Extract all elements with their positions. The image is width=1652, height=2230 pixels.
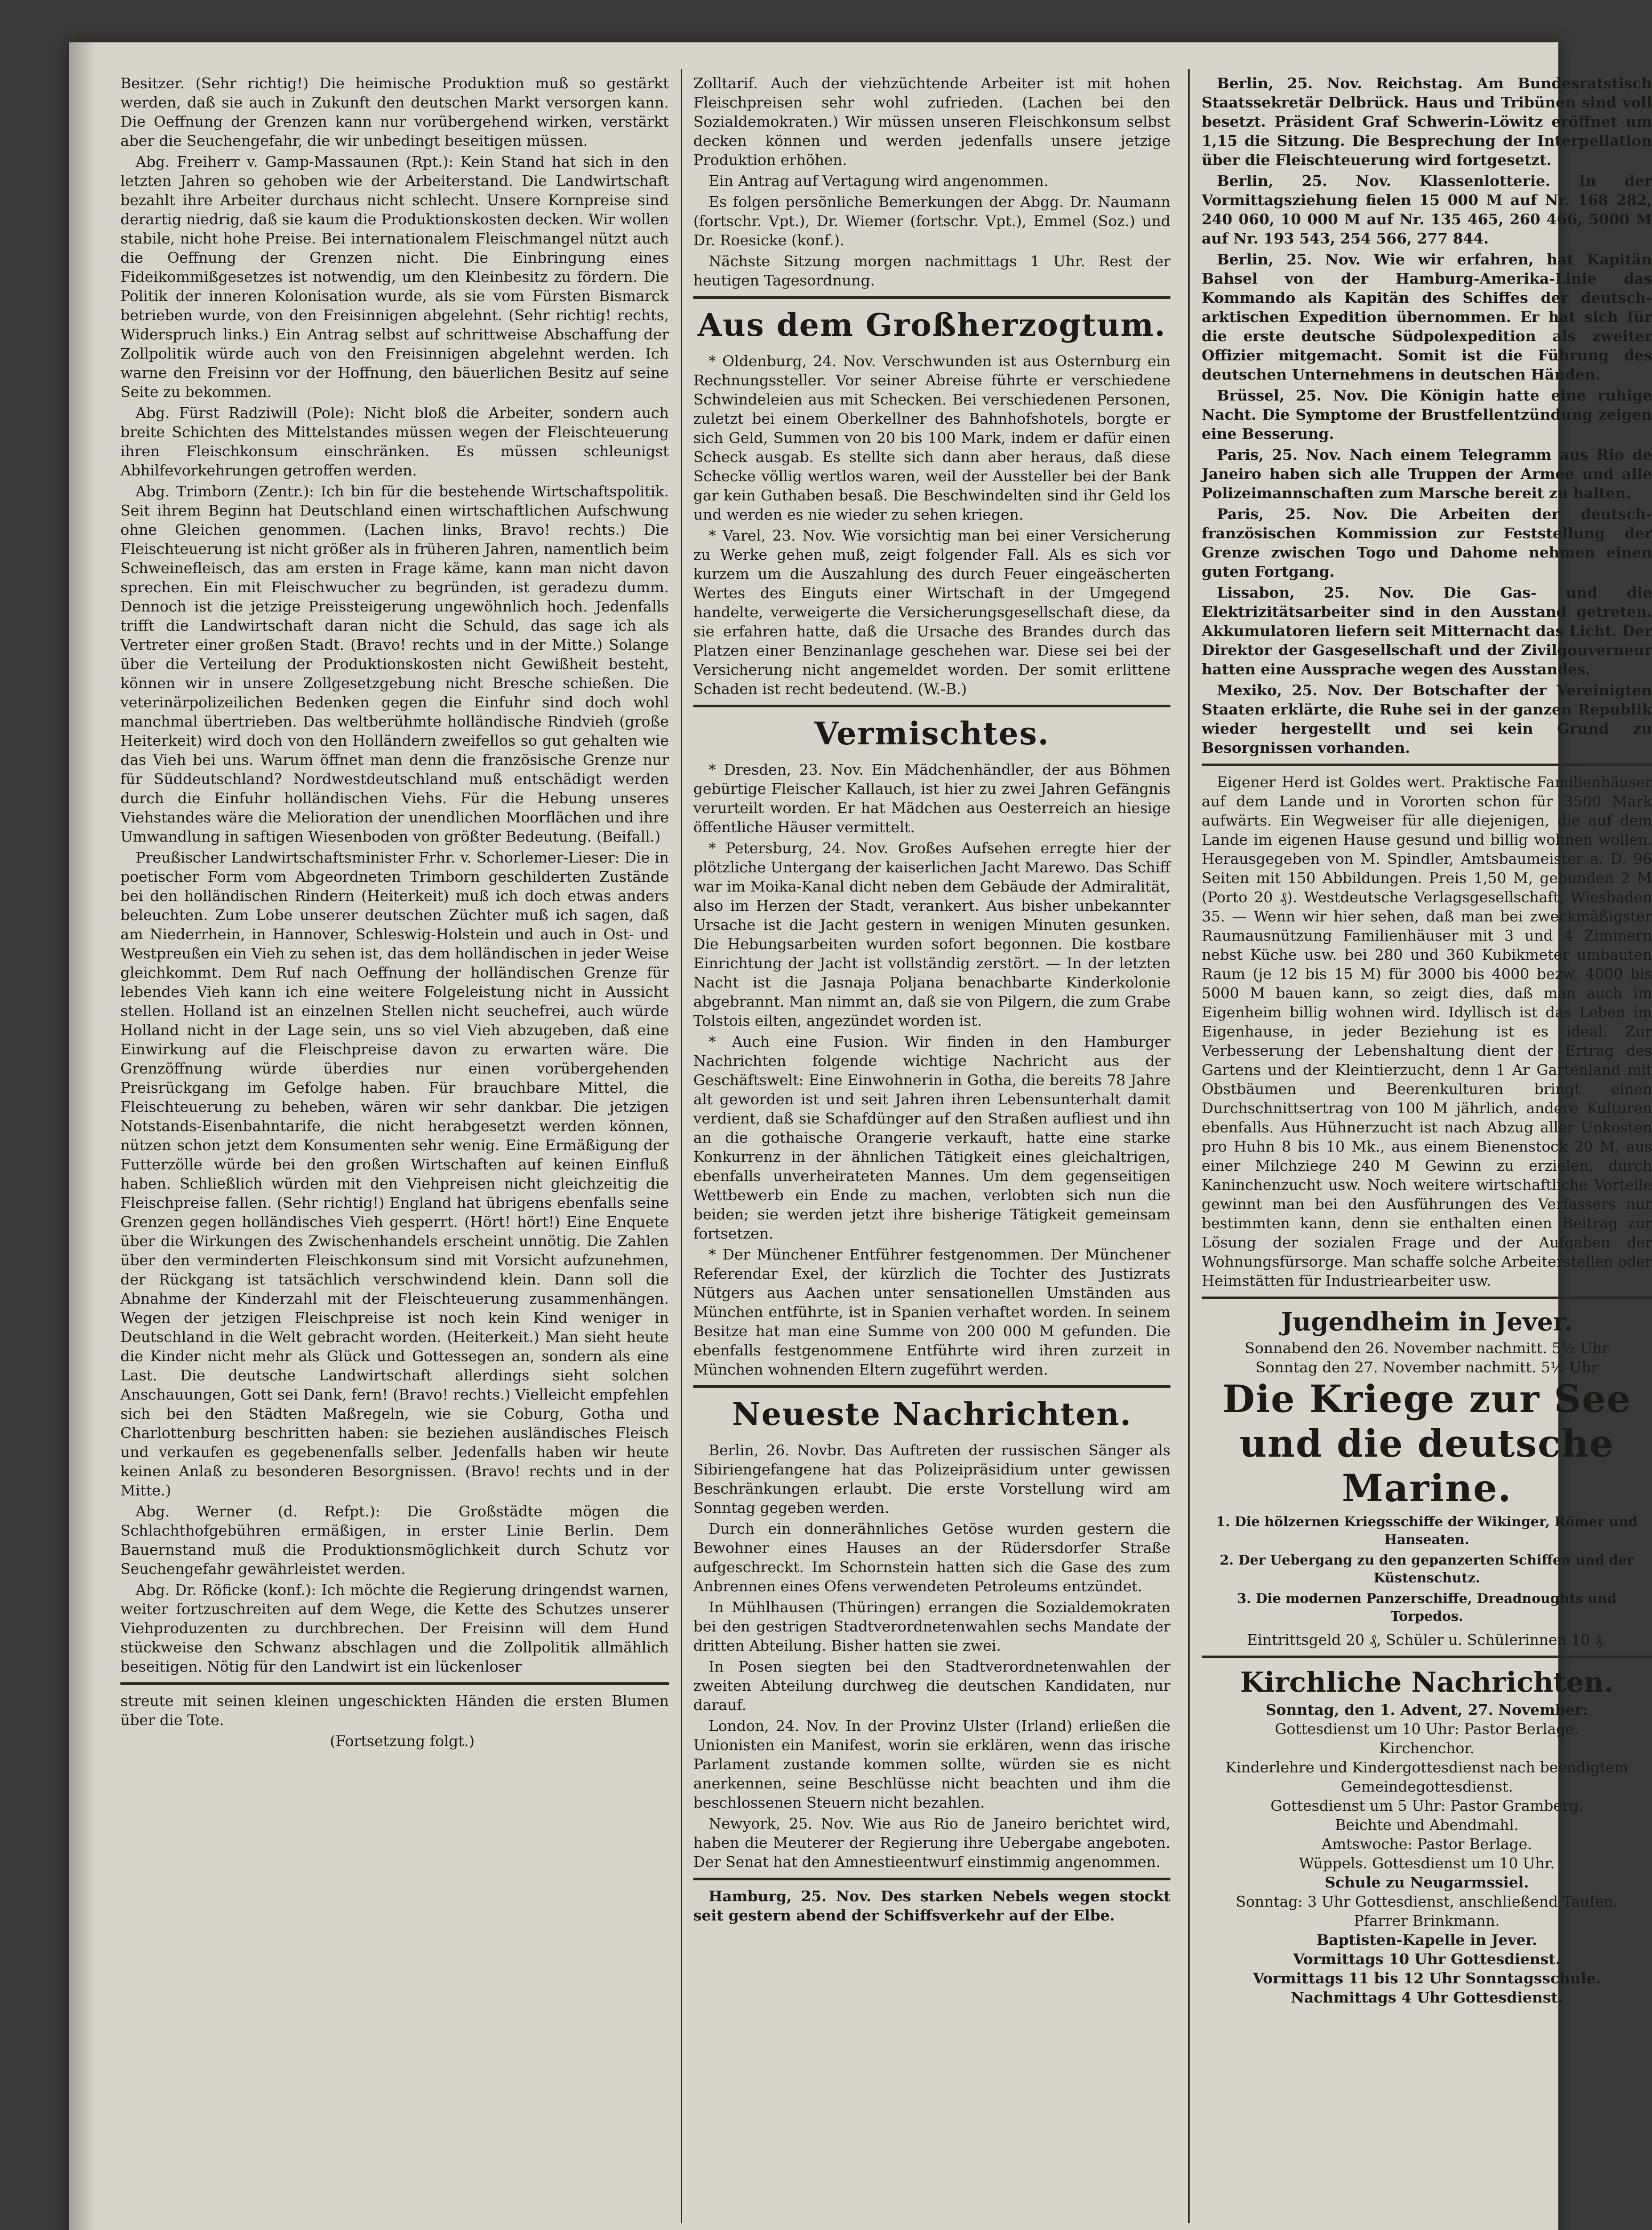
church-line: Beichte und Abendmahl. xyxy=(1335,1816,1519,1834)
telegram-item: Mexiko, 25. Nov. Der Botschafter der Vereinigten Staaten erklärte, die Ruhe sei in der ganzen Republik wieder hergestellt und sei kein Grund zu Besorgnissen vorhanden. xyxy=(1202,681,1652,756)
article-paragraph: Besitzer. (Sehr richtig!) Die heimische Produktion muß so gestärkt werden, daß sie auch in Zukunft den deutschen Markt versorgen kann. Die Oeffnung der Grenzen kann nur vorübergehend wirken, verstärkt aber die Seuchengefahr, die wir unbedingt beseitigen müssen. xyxy=(120,74,669,149)
news-item-final: Hamburg, 25. Nov. Des starken Nebels wegen stockt seit gestern abend der Schiffsverkehr auf der Elbe. xyxy=(693,1887,1170,1924)
event-advertisement xyxy=(1202,1305,1652,1649)
news-item: Durch ein donnerähnliches Getöse wurden gestern die Bewohner eines Hauses an der Rüdersdorfer Straße aufgeschreckt. Im Schornstein hatten sich die Gase des zum Anbrennen eines Ofens verwendeten Petroleums entzündet. xyxy=(693,1520,1170,1595)
church-line: Vormittags 11 bis 12 Uhr Sonntagsschule. xyxy=(1252,1970,1601,1987)
church-news-title: Kirchliche Nachrichten. xyxy=(1240,1666,1614,1698)
column-2 xyxy=(693,74,1170,1927)
church-line: Gottesdienst um 10 Uhr: Pastor Berlage. xyxy=(1275,1720,1579,1738)
section-title: Aus dem Großherzogtum. xyxy=(697,306,1166,343)
telegram-item: Paris, 25. Nov. Die Arbeiten der deutsch-französischen Kommission zur Feststellung der Grenze zwischen Togo und Dahome nehmen einen guten Fortgang. xyxy=(1202,505,1652,580)
feuilleton-divider xyxy=(120,1682,669,1685)
news-item: In Mühlhausen (Thüringen) errangen die Sozialdemokraten bei den gestrigen Stadtverordnetenwahlen sechs Mandate der dritten Abteilung. Bisher hatten sie zwei. xyxy=(693,1598,1170,1654)
news-item: * Varel, 23. Nov. Wie vorsichtig man bei einer Versicherung zu Werke gehen muß, zeigt folgender Fall. Als es sich vor kurzem um die Auszahlung des durch Feuer eingeäscherten Wertes des Einguts einer Wirtschaft in der Umgegend handelte, verweigerte die Versicherungsgesellschaft diese, da sie erfahren hatte, daß die Ursache des Brandes durch das Platzen einer Benzinanlage geschehen war. Diese sei bei der Versicherung nicht angemeldet worden. Der somit erlittene Schaden ist recht bedeutend. (W.-B.) xyxy=(693,527,1170,698)
event-admission: Eintrittsgeld 20 ₰, Schüler u. Schülerinnen 10 ₰. xyxy=(1247,1631,1607,1648)
article-paragraph: Abg. Freiherr v. Gamp-Massaunen (Rpt.): Kein Stand hat sich in den letzten Jahren so gehoben wie der Arbeiterstand. Die Landwirtschaft bezahlt ihre Arbeiter durchaus nicht schlecht. Unsere Kornpreise sind derartig niedrig, daß sie kaum die Produktionskosten decken. Wir wollen stabile, nicht hohe Preise. Bei internationalem Fleischmangel nützt auch die Oeffnung der Grenzen nicht. Die Einbringung eines Fideikommißgesetzes ist notwendig, um den Kleinbesitz zu fördern. Die Politik der inneren Kolonisation wurde, als sie vom Fürsten Bismarck betrieben wurde, von den Freisinnigen abgelehnt. (Sehr richtig! rechts, Widerspruch links.) Ein Antrag selbst auf schrittweise Abschaffung der Zollpolitik würde auch von den Freisinnigen abgelehnt werden. Ich warne den Freisinn vor der Hoffnung, den bäuerlichen Besitz auf seine Seite zu bekommen. xyxy=(120,153,669,401)
article-paragraph: Nächste Sitzung morgen nachmittags 1 Uhr. Rest der heutigen Tagesordnung. xyxy=(693,252,1170,289)
event-date-line: Sonntag den 27. November nachmitt. 5½ Uhr xyxy=(1255,1359,1598,1376)
church-line: Sonntag, den 1. Advent, 27. November: xyxy=(1265,1701,1588,1718)
column-divider xyxy=(1188,69,1190,2223)
church-line: Gottesdienst um 5 Uhr: Pastor Gramberg. xyxy=(1270,1797,1583,1814)
article-paragraph: Abg. Fürst Radziwill (Pole): Nicht bloß die Arbeiter, sondern auch breite Schichten des Mittelstandes müssen wegen der Fleischteuerung ihren Fleischkonsum einschränken. Es müssen schleunigst Abhilfevorkehrungen getroffen werden. xyxy=(120,404,669,479)
event-headline: und die deutsche Marine. xyxy=(1239,1421,1615,1510)
feuilleton-text: streute mit seinen kleinen ungeschickten Händen die ersten Blumen über die Tote. xyxy=(120,1692,669,1729)
telegram-item: Lissabon, 25. Nov. Die Gas- und die Elektrizitätsarbeiter sind in den Ausstand getreten. Akkumulatoren liefern seit Mitternacht das Licht. Der Direktor der Gasgesellschaft und der Zivilgouverneur hatten eine Aussprache wegen des Ausstandes. xyxy=(1202,584,1652,678)
section-divider xyxy=(693,296,1170,299)
section-title: Vermischtes. xyxy=(814,715,1050,752)
continued-note: (Fortsetzung folgt.) xyxy=(330,1732,475,1750)
section-divider xyxy=(1202,1656,1652,1658)
church-line: Kirchenchor. xyxy=(1379,1739,1475,1757)
news-item: London, 24. Nov. In der Provinz Ulster (Irland) erließen die Unionisten ein Manifest, worin sie erklären, wenn das irische Parlament zustande kommen sollte, würden sie es nicht anerkennen, seine Beschlüsse nicht beachten und ihm die beschlossenen Steuern nicht bezahlen. xyxy=(693,1717,1170,1811)
telegram-item: Berlin, 25. Nov. Klassenlotterie. In der Vormittagsziehung fielen 15 000 M auf Nr. 168 282, 240 060, 10 000 M auf Nr. 135 465, 260 466, 5000 M auf Nr. 193 543, 254 566, 277 844. xyxy=(1202,172,1652,247)
article-paragraph: Preußischer Landwirtschaftsminister Frhr. v. Schorlemer-Lieser: Die in poetischer Form vom Abgeordneten Trimborn geschilderten Zustände bei den holländischen Rindern (Heiterkeit) muß ich doch etwas anders beleuchten. Zum Lobe unserer deutschen Züchter muß ich sagen, daß am Niederrhein, in Hannover, Schleswig-Holstein und auch in Ost- und Westpreußen ein Vieh zu sehen ist, das dem holländischen in jeder Weise gleichkommt. Dem Ruf nach Oeffnung der holländischen Grenze für lebendes Vieh kann ich eine weitere Folgeleistung nicht in Aussicht stellen. Holland ist an einzelnen Stellen nicht seuchefrei, auch würde Holland nicht in der Lage sein, uns so viel Vieh abzugeben, daß eine Einwirkung auf die Fleischpreise davon zu erwarten wäre. Die Grenzöffnung würde überdies nur einen vorübergehenden Preisrückgang im Gefolge haben. Für brauchbare Mittel, die Fleischteuerung zu beheben, wären wir sehr dankbar. Die jetzigen Notstands-Eisenbahntarife, die nicht herabgesetzt werden können, nützen schon jetzt dem Konsumenten sehr wenig. Eine Ermäßigung der Futterzölle würde bei den großen Wirtschaften auf keinen Einfluß haben. Schließlich würden mit den Viehpreisen nicht gleichzeitig die Fleischpreise fallen. (Sehr richtig!) England hat übrigens ebenfalls seine Grenzen gegen holländisches Vieh gesperrt. (Hört! hört!) Eine Enquete über die Wirkungen des Zwischenhandels erscheint unnötig. Die Zahlen über den verminderten Fleischkonsum sind mit Vorsicht aufzunehmen, der Rückgang ist tatsächlich verschwindend klein. Dann soll die Abnahme der Kinderzahl mit der Fleischteuerung zusammenhängen. Wegen der jetzigen Fleischpreise ist noch kein Kind weniger in Deutschland in die Welt gebracht worden. (Heiterkeit.) Man sieht heute die Kinder nicht mehr als Glück und Gottessegen an, sondern als eine Last. Die deutsche Landwirtschaft allerdings sieht solchen Anschauungen, Gott sei Dank, fern! (Bravo! rechts.) Vielleicht empfehlen sich bei den Städten Maßregeln, wie sie Coburg, Gotha und Charlottenburg beschritten haben: sie beziehen ausländisches Fleisch und verkaufen es gegebenenfalls selber. Jedenfalls haben wir heute keinen Anlaß zu besonderen Besorgnissen. (Bravo! rechts und in der Mitte.) xyxy=(120,849,669,1499)
event-title: Jugendheim in Jever. xyxy=(1281,1307,1573,1337)
church-line: Baptisten-Kapelle in Jever. xyxy=(1316,1931,1537,1949)
column-1 xyxy=(120,74,669,1752)
telegram-item: Berlin, 25. Nov. Wie wir erfahren, hat Kapitän Bahsel von der Hamburg-Amerika-Linie das Kommando als Kapitän des Schiffes der deutsch-arktischen Expedition übernommen. Er hat sich für die erste deutsche Südpolexpedition als zweiter Offizier mitgemacht. Somit ist die Führung des deutschen Unternehmens in deutschen Händen. xyxy=(1202,251,1652,383)
church-line: Sonntag: 3 Uhr Gottesdienst, anschließend Taufen. xyxy=(1236,1893,1618,1910)
news-item: * Oldenburg, 24. Nov. Verschwunden ist aus Osternburg ein Rechnungssteller. Vor seiner Abreise führte er verschiedene Schwindeleien aus mit Schecken. Bei verschiedenen Personen, zuletzt bei einem Oberkellner des Bahnhofshotels, borgte er sich Geld, Summen von 20 bis 100 Mark, indem er dafür einen Scheck ausgab. Es stellte sich dann aber heraus, daß diese Schecke völlig wertlos waren, weil der Aussteller bei der Bank gar kein Guthaben besaß. Die Beschwindelten sind ihr Geld los und werden es nie wieder zu sehen kriegen. xyxy=(693,352,1170,523)
event-topic: 2. Der Uebergang zu den gepanzerten Schiffen und der Küstenschutz. xyxy=(1219,1553,1634,1586)
section-divider xyxy=(693,705,1170,707)
page-edge-shadow xyxy=(69,42,96,2230)
article-paragraph: Abg. Werner (d. Refpt.): Die Großstädte mögen die Schlachthofgebühren ermäßigen, in erster Linie Berlin. Dem Bauernstand muß die Produktionsmöglichkeit durch Schutz vor Seuchengefahr gewährleistet werden. xyxy=(120,1503,669,1578)
news-item: * Petersburg, 24. Nov. Großes Aufsehen erregte hier der plötzliche Untergang der kaiserlichen Jacht Marewo. Das Schiff war im Moika-Kanal dicht neben dem Gebäude der Admiralität, also im Herzen der Stadt, verankert. Aus bisher unbekannter Ursache ist die Jacht gestern in wenigen Minuten gesunken. Die Hebungsarbeiten wurden sofort begonnen. Die kostbare Einrichtung der Jacht ist vollständig zerstört. — In der letzten Nacht ist die Jasnaja Poljana benachbarte Kinderkolonie abgebrannt. Man nimmt an, daß sie von Pilgern, die zum Grabe Tolstois eilten, angezündet worden ist. xyxy=(693,839,1170,1029)
telegram-item: Berlin, 25. Nov. Reichstag. Am Bundesratstisch Staatssekretär Delbrück. Haus und Tribünen sind voll besetzt. Präsident Graf Schwerin-Löwitz eröffnet um 1,15 die Sitzung. Die Besprechung der Interpellation über die Fleischteuerung wird fortgesetzt. xyxy=(1202,74,1652,169)
advertisement-text: Eigener Herd ist Goldes wert. Praktische Familienhäuser auf dem Lande und in Vororten schon für 3500 Mark aufwärts. Ein Wegweiser für alle diejenigen, die auf dem Lande im eigenen Hause gesund und billig wohnen wollen. Herausgegeben von M. Spindler, Amtsbaumeister a. D. 96 Seiten mit 150 Abbildungen. Preis 1,50 M, gebunden 2 M (Porto 20 ₰). Westdeutsche Verlagsgesellschaft, Wiesbaden 35. — Wenn wir hier sehen, daß man bei zweckmäßigster Raumausnützung Familienhäuser mit 3 und 4 Zimmern nebst Küche usw. bei 280 und 360 Kubikmeter umbauten Raum (je 12 bis 15 M) für 3000 bis 4000 bezw. 4000 bis 5000 M bauen kann, so zeigt dies, daß man auch im Eigenheim billig wohnen wird. Idyllisch ist das Leben im Eigenhause, in jeder Beziehung ist es ideal. Zur Verbesserung der Lebenshaltung dient der Ertrag des Gartens und der Kleintierzucht, denn 1 Ar Gartenland mit Obstbäumen und Beerenkulturen bringt einen Durchschnittsertrag von 100 M jährlich, andere Kulturen ebenfalls. Aus Hühnerzucht ist nach Abzug aller Unkosten pro Huhn 8 bis 10 Mk., aus einem Bienenstock 20 M, aus einer Milchziege 240 M Gewinn zu erzielen, durch Kaninchenzucht usw. Noch weitere wirtschaftliche Vorteile gewinnt man bei den Ausführungen des Verfassers nur bestimmten kann, denn sie enthalten einen Beitrag zur Lösung der sozialen Frage und der Aufgaben der Wohnungsfürsorge. Man schaffe solche Arbeiterstellen oder Heimstätten für Industriearbeiter usw. xyxy=(1202,773,1652,1289)
news-item: * Der Münchener Entführer festgenommen. Der Münchener Referendar Exel, der kürzlich die Tochter des Justizrats Nütgers aus Aachen unter sensationellen Umständen aus München entführte, ist in Spanien verhaftet worden. In seinem Besitze hat man eine Summe von 200 000 M gefunden. Die ebenfalls festgenommene Entführte wird ihren zurzeit in München wohnenden Eltern zugeführt werden. xyxy=(693,1246,1170,1378)
column-divider xyxy=(681,69,682,2223)
news-item: * Dresden, 23. Nov. Ein Mädchenhändler, der aus Böhmen gebürtige Fleischer Kallauch, ist hier zu zwei Jahren Gefängnis verurteilt worden. Er hat Mädchen aus Oesterreich an hiesige öffentliche Häuser vermittelt. xyxy=(693,761,1170,836)
column-3 xyxy=(1202,74,1652,2007)
news-item: In Posen siegten bei den Stadtverordnetenwahlen der zweiten Abteilung durchweg die deutschen Kandidaten, nur darauf. xyxy=(693,1658,1170,1714)
section-divider xyxy=(693,1385,1170,1388)
church-line: Amtswoche: Pastor Berlage. xyxy=(1322,1835,1532,1853)
section-divider xyxy=(1202,1297,1652,1299)
article-paragraph: Zolltarif. Auch der viehzüchtende Arbeiter ist mit hohen Fleischpreisen sehr wohl zufrieden. (Lachen bei den Sozialdemokraten.) Wir müssen unseren Fleischkonsum selbst decken können und werden jedenfalls unsere jetzige Produktion erhöhen. xyxy=(693,74,1170,169)
article-paragraph: Abg. Dr. Röficke (konf.): Ich möchte die Regierung dringendst warnen, weiter fortzuschreiten auf dem Wege, die Kette des Schutzes unserer Viehproduzenten zu durchbrechen. Der Freisinn will dem Hund stückweise den Schwanz abschlagen und die Zollpolitik allmählich beseitigen. Nötig für den Landwirt ist ein lückenloser xyxy=(120,1581,669,1675)
article-paragraph: Ein Antrag auf Vertagung wird angenommen. xyxy=(709,172,1049,190)
church-line: Wüppels. Gottesdienst um 10 Uhr. xyxy=(1299,1854,1555,1872)
section-divider xyxy=(693,1878,1170,1880)
article-paragraph: Abg. Trimborn (Zentr.): Ich bin für die bestehende Wirtschaftspolitik. Seit ihrem Beginn hat Deutschland einen wirtschaftlichen Aufschwung ohne Gleichen genommen. (Lachen links, Bravo! rechts.) Die Fleischteuerung ist nicht größer als in früheren Jahren, namentlich beim Schweinefleisch, das am ersten in Frage käme, kann man nicht davon sprechen. Ein mit Fleischwucher zu begründen, ist geradezu dumm. Dennoch ist die jetzige Preissteigerung ungewöhnlich hoch. Jedenfalls trifft die Landwirtschaft daran nicht die Schuld, das sage ich als Vertreter einer großen Stadt. (Bravo! rechts und in der Mitte.) Solange über die Verteilung der Produktionskosten nicht Gewißheit besteht, können wir in unsere Zollgesetzgebung nicht Bresche schießen. Die veterinärpolizeilichen Bedenken gegen die Einfuhr sind doch wohl manchmal übertrieben. Das weltberühmte holländische Rindvieh (große Heiterkeit) wird doch von den Holländern zweifellos so gut gehalten wie das Vieh bei uns. Warum öffnet man denn die französische Grenze nur für Süddeutschland? Nordwestdeutschland muß entschädigt werden durch die Einfuhr holländischen Viehs. Für die Hebung unseres Viehstandes wäre die Melioration der unendlichen Moorflächen und ihre Umwandlung in saftigen Wiesenboden von größter Bedeutung. (Beifall.) xyxy=(120,483,669,845)
telegram-item: Paris, 25. Nov. Nach einem Telegramm aus Rio de Janeiro haben sich alle Truppen der Armee und alle Polizeimannschaften zum Marsche bereit zu halten. xyxy=(1202,446,1652,502)
section-divider xyxy=(1202,764,1652,766)
newspaper-page xyxy=(69,42,1652,2230)
event-topic: 3. Die modernen Panzerschiffe, Dreadnoughts und Torpedos. xyxy=(1237,1591,1617,1624)
news-item: * Auch eine Fusion. Wir finden in den Hamburger Nachrichten folgende wichtige Nachricht aus der Geschäftswelt: Eine Einwohnerin in Gotha, die bereits 78 Jahre alt geworden ist und seit Jahren ihren Lebensunterhalt damit verdient, daß sie Schafdünger auf den Straßen aufliest und ihn an die gothaische Orangerie verkauft, hatte eine starke Konkurrenz in der ähnlichen Tätigkeit eines gleichaltrigen, ebenfalls unverheirateten Mannes. Um dem gegenseitigen Wettbewerb ein Ende zu machen, verlobten sich nun die beiden; sie werden jetzt ihre bisherige Tätigkeit gemeinsam fortsetzen. xyxy=(693,1033,1170,1242)
church-line: Nachmittags 4 Uhr Gottesdienst. xyxy=(1290,1989,1563,2006)
article-paragraph: Es folgen persönliche Bemerkungen der Abgg. Dr. Naumann (fortschr. Vpt.), Dr. Wiemer (fortschr. Vpt.), Emmel (Soz.) und Dr. Roesicke (konf.). xyxy=(693,193,1170,249)
church-line: Pfarrer Brinkmann. xyxy=(1354,1912,1500,1929)
event-headline: Die Kriege zur See xyxy=(1222,1377,1631,1421)
church-line: Schule zu Neugarmssiel. xyxy=(1325,1874,1529,1891)
church-line: Kinderlehre und Kindergottesdienst nach beendigtem Gemeindegottesdienst. xyxy=(1225,1759,1628,1795)
section-title: Neueste Nachrichten. xyxy=(732,1396,1132,1433)
event-topic: 1. Die hölzernen Kriegsschiffe der Wikinger, Römer und Hanseaten. xyxy=(1216,1514,1638,1548)
news-item: Newyork, 25. Nov. Wie aus Rio de Janeiro berichtet wird, haben die Meuterer der Regierung ihre Uebergabe angeboten. Der Senat hat den Amnestieentwurf einstimmig angenommen. xyxy=(693,1815,1170,1871)
telegram-item: Brüssel, 25. Nov. Die Königin hatte eine ruhige Nacht. Die Symptome der Brustfellentzündung zeigen eine Besserung. xyxy=(1202,387,1652,442)
event-date-line: Sonnabend den 26. November nachmitt. 5½ Uhr xyxy=(1244,1339,1609,1357)
news-item: Berlin, 26. Novbr. Das Auftreten der russischen Sänger als Sibiriengefangene hat das Polizeipräsidium unter gewissen Beschränkungen erlaubt. Die erste Vorstellung wird am Sonntag gegeben werden. xyxy=(693,1441,1170,1516)
church-line: Vormittags 10 Uhr Gottesdienst. xyxy=(1293,1950,1561,1968)
